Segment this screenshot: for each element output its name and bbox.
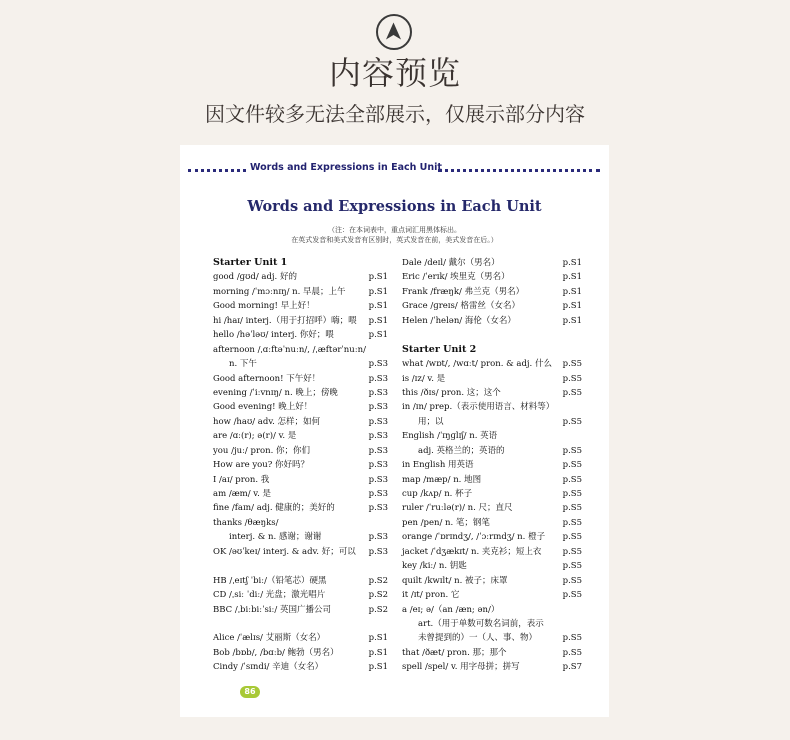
word-entry bbox=[402, 400, 582, 414]
word-entry bbox=[213, 444, 388, 458]
word-entry bbox=[402, 372, 582, 386]
word-entry-text: pen /pen/ n. 笔；钢笔 bbox=[402, 517, 490, 528]
word-entry-page-ref: p.S3 bbox=[368, 503, 388, 514]
word-entry bbox=[213, 660, 388, 674]
word-entry-text: that /ðæt/ pron. 那；那个 bbox=[402, 647, 507, 658]
word-entry-page-ref: p.S5 bbox=[562, 474, 582, 485]
word-entry-text: 未曾提到的）一（人、事、物） bbox=[418, 633, 538, 644]
word-entry bbox=[213, 299, 388, 313]
word-entry-text: CD /ˌsiː ˈdiː/ 光盘；激光唱片 bbox=[213, 590, 326, 601]
word-entry bbox=[213, 458, 388, 472]
word-entry-text: you /juː/ pron. 你；你们 bbox=[213, 445, 310, 456]
word-entry bbox=[213, 328, 388, 342]
word-entry bbox=[213, 501, 388, 515]
word-entry bbox=[402, 473, 582, 487]
word-entry-page-ref: p.S5 bbox=[562, 546, 582, 557]
word-entry-page-ref: p.S1 bbox=[368, 272, 388, 283]
word-entry-text: fine /faɪn/ adj. 健康的；美好的 bbox=[213, 503, 335, 514]
navigation-arrow-logo-icon bbox=[376, 14, 412, 50]
word-entry-page-ref: p.S5 bbox=[562, 590, 582, 601]
word-entry-page-ref: p.S3 bbox=[368, 474, 388, 485]
word-entry-text: Good morning! 早上好！ bbox=[213, 301, 315, 312]
word-entry-page-ref: p.S3 bbox=[368, 445, 388, 456]
word-entry bbox=[213, 487, 388, 501]
word-entry-text: how /haʊ/ adv. 怎样；如何 bbox=[213, 416, 321, 427]
word-entry-page-ref: p.S2 bbox=[368, 575, 388, 586]
word-entry-page-ref: p.S3 bbox=[368, 431, 388, 442]
word-entry bbox=[402, 631, 582, 645]
word-entry bbox=[213, 588, 388, 602]
word-entry bbox=[402, 617, 582, 631]
word-entry-page-ref: p.S3 bbox=[368, 489, 388, 499]
word-entry-text: Good evening! 晚上好！ bbox=[213, 402, 313, 413]
word-entry-page-ref: p.S5 bbox=[562, 575, 582, 586]
running-head-dots-right bbox=[438, 169, 600, 172]
word-entry-page-ref: p.S1 bbox=[368, 301, 388, 312]
word-entry-text: map /mæp/ n. 地图 bbox=[402, 474, 482, 485]
word-entry-text: evening /ˈiːvnɪŋ/ n. 晚上；傍晚 bbox=[213, 387, 338, 398]
word-entry-text: quilt /kwɪlt/ n. 被子；床罩 bbox=[402, 575, 508, 586]
word-entry-page-ref: p.S5 bbox=[562, 416, 582, 427]
word-entry bbox=[402, 660, 582, 674]
word-entry-text: are /ɑː(r); ə(r)/ v. 是 bbox=[213, 431, 297, 442]
word-entry-text: am /æm/ v. 是 bbox=[213, 489, 272, 499]
word-entry-text: Dale /deɪl/ 戴尔（男名） bbox=[402, 258, 500, 268]
row-spacer bbox=[213, 559, 388, 573]
word-entry bbox=[213, 285, 388, 299]
word-entry bbox=[402, 429, 582, 443]
word-entry-page-ref: p.S1 bbox=[368, 315, 388, 326]
word-entry-text: HB /ˌeɪtʃ ˈbiː/（铅笔芯）硬黑 bbox=[213, 575, 327, 586]
word-entry-text: this /ðɪs/ pron. 这；这个 bbox=[402, 387, 501, 398]
word-entry bbox=[213, 415, 388, 429]
word-entry bbox=[402, 588, 582, 602]
unit-heading bbox=[213, 256, 388, 270]
word-entry-text: good /ɡʊd/ adj. 好的 bbox=[213, 272, 297, 283]
word-entry-text: hi /haɪ/ interj.（用于打招呼）嗨；喂 bbox=[213, 315, 357, 326]
word-entry-page-ref: p.S3 bbox=[368, 402, 388, 413]
word-entry-text: How are you? 你好吗？ bbox=[213, 460, 310, 471]
word-entry-text: interj. & n. 感谢；谢谢 bbox=[229, 532, 322, 543]
left-word-column bbox=[213, 256, 388, 675]
word-entry-text: Good afternoon! 下午好！ bbox=[213, 373, 321, 384]
word-entry-page-ref: p.S3 bbox=[368, 387, 388, 398]
word-entry bbox=[213, 343, 388, 357]
word-entry-page-ref: p.S1 bbox=[368, 662, 388, 673]
word-entry-text: Frank /fræŋk/ 弗兰克（男名） bbox=[402, 286, 525, 297]
word-entry-page-ref: p.S3 bbox=[368, 532, 388, 543]
word-entry bbox=[402, 299, 582, 313]
section-title: 内容预览 bbox=[328, 54, 461, 92]
word-entry bbox=[213, 400, 388, 414]
word-entry-page-ref: p.S1 bbox=[562, 315, 582, 326]
word-entry-page-ref: p.S5 bbox=[562, 517, 582, 528]
word-entry-text: ruler /ˈruːlə(r)/ n. 尺；直尺 bbox=[402, 503, 513, 514]
word-entry-page-ref: p.S7 bbox=[562, 662, 582, 673]
word-entry bbox=[213, 386, 388, 400]
word-entry-page-ref: p.S1 bbox=[562, 258, 582, 268]
word-entry-page-ref: p.S1 bbox=[368, 647, 388, 658]
word-entry bbox=[402, 357, 582, 371]
word-entry bbox=[402, 559, 582, 573]
word-entry-page-ref: p.S1 bbox=[368, 633, 388, 644]
word-entry bbox=[213, 372, 388, 386]
running-head bbox=[180, 161, 609, 177]
page-note-line-2: 在英式发音和美式发音有区别时，英式发音在前，美式发音在后。） bbox=[291, 236, 498, 244]
word-entry bbox=[402, 516, 582, 530]
row-spacer bbox=[402, 328, 582, 342]
word-entry-text: adj. 英格兰的；英语的 bbox=[418, 445, 505, 456]
word-entry-text: Eric /ˈerɪk/ 埃里克（男名） bbox=[402, 272, 510, 283]
word-entry-page-ref: p.S3 bbox=[368, 373, 388, 384]
word-entry-page-ref: p.S1 bbox=[562, 301, 582, 312]
word-entry-text: orange /ˈɒrɪndʒ/, /ˈɔːrɪndʒ/ n. 橙子 bbox=[402, 532, 546, 543]
word-entry-page-ref: p.S1 bbox=[562, 286, 582, 297]
running-head-dots-left bbox=[188, 169, 246, 172]
word-entry-text: is /ɪz/ v. 是 bbox=[402, 373, 446, 384]
page-number-badge: 86 bbox=[240, 686, 260, 698]
word-entry-text: 用；以 bbox=[418, 416, 444, 427]
word-entry-page-ref: p.S2 bbox=[368, 604, 388, 615]
word-entry bbox=[213, 357, 388, 371]
word-entry bbox=[402, 256, 582, 270]
word-entry bbox=[402, 285, 582, 299]
word-entry-text: OK /əʊˈkeɪ/ interj. & adv. 好；可以 bbox=[213, 546, 356, 557]
word-entry-text: n. 下午 bbox=[229, 359, 257, 370]
word-entry bbox=[402, 458, 582, 472]
row-spacer bbox=[213, 617, 388, 631]
word-entry-page-ref: p.S3 bbox=[368, 416, 388, 427]
word-entry-text: a /eɪ; ə/（an /æn; ən/） bbox=[402, 604, 500, 615]
word-entry-page-ref: p.S5 bbox=[562, 373, 582, 384]
word-entry-text: it /ɪt/ pron. 它 bbox=[402, 590, 460, 601]
page-title: Words and Expressions in Each Unit bbox=[247, 198, 542, 215]
word-entry-text: what /wɒt/, /wɑːt/ pron. & adj. 什么 bbox=[402, 359, 552, 370]
word-entry-text: hello /həˈləʊ/ interj. 你好；喂 bbox=[213, 330, 334, 341]
word-entry-page-ref: p.S3 bbox=[368, 460, 388, 471]
word-entry-text: key /kiː/ n. 钥匙 bbox=[402, 561, 467, 572]
word-entry bbox=[213, 631, 388, 645]
word-entry bbox=[213, 603, 388, 617]
word-entry-page-ref: p.S5 bbox=[562, 633, 582, 644]
word-entry bbox=[213, 646, 388, 660]
word-entry-page-ref: p.S5 bbox=[562, 445, 582, 456]
word-entry-page-ref: p.S1 bbox=[368, 330, 388, 341]
word-entry-text: in English 用英语 bbox=[402, 460, 474, 471]
word-entry bbox=[402, 386, 582, 400]
section-subtitle: 因文件较多无法全部展示，仅展示部分内容 bbox=[205, 102, 585, 126]
word-entry-page-ref: p.S3 bbox=[368, 546, 388, 557]
word-entry-page-ref: p.S3 bbox=[368, 359, 388, 370]
word-entry-text: cup /kʌp/ n. 杯子 bbox=[402, 489, 473, 499]
word-entry-text: in /ɪn/ prep.（表示使用语言、材料等） bbox=[402, 402, 555, 413]
word-entry bbox=[402, 603, 582, 617]
word-entry-text: thanks /θæŋks/ bbox=[213, 517, 279, 528]
page-note-line-1: （注：在本词表中，重点词汇用黑体标出。 bbox=[328, 226, 461, 234]
word-entry-page-ref: p.S5 bbox=[562, 387, 582, 398]
word-entry bbox=[213, 429, 388, 443]
word-entry bbox=[402, 314, 582, 328]
book-page-preview bbox=[180, 145, 609, 717]
unit-heading bbox=[402, 343, 582, 357]
word-entry-text: English /ˈɪŋɡlɪʃ/ n. 英语 bbox=[402, 431, 498, 442]
word-entry-page-ref: p.S5 bbox=[562, 503, 582, 514]
word-entry-page-ref: p.S2 bbox=[368, 590, 388, 601]
word-entry bbox=[213, 516, 388, 530]
unit-heading-text: Starter Unit 2 bbox=[402, 343, 477, 355]
word-entry-page-ref: p.S5 bbox=[562, 532, 582, 543]
word-entry-text: Helen /ˈhelən/ 海伦（女名） bbox=[402, 315, 516, 326]
word-entry-text: Alice /ˈælɪs/ 艾丽斯（女名） bbox=[213, 633, 326, 644]
word-entry bbox=[213, 314, 388, 328]
word-entry-text: afternoon /ˌɑːftəˈnuːn/, /ˌæftərˈnuːn/ bbox=[213, 344, 366, 355]
word-entry bbox=[402, 530, 582, 544]
word-entry bbox=[402, 501, 582, 515]
word-entry bbox=[402, 270, 582, 284]
word-entry-text: jacket /ˈdʒækɪt/ n. 夹克衫；短上衣 bbox=[402, 546, 542, 557]
word-entry bbox=[402, 646, 582, 660]
word-entry-page-ref: p.S1 bbox=[368, 286, 388, 297]
running-head-text: Words and Expressions in Each Unit bbox=[250, 162, 442, 173]
word-entry bbox=[402, 574, 582, 588]
word-entry bbox=[402, 415, 582, 429]
word-entry-text: Cindy /ˈsɪndi/ 辛迪（女名） bbox=[213, 662, 324, 673]
right-word-column bbox=[402, 256, 582, 675]
word-entry bbox=[402, 444, 582, 458]
word-entry bbox=[213, 545, 388, 559]
word-entry bbox=[213, 270, 388, 284]
word-entry-text: morning /ˈmɔːnɪŋ/ n. 早晨；上午 bbox=[213, 286, 346, 297]
word-entry bbox=[402, 487, 582, 501]
word-entry-page-ref: p.S1 bbox=[562, 272, 582, 283]
word-entry-text: Grace /ɡreɪs/ 格雷丝（女名） bbox=[402, 301, 520, 312]
word-entry-page-ref: p.S5 bbox=[562, 489, 582, 499]
word-entry bbox=[213, 530, 388, 544]
word-entry-text: BBC /ˌbiːbiːˈsiː/ 英国广播公司 bbox=[213, 604, 331, 615]
word-entry bbox=[213, 473, 388, 487]
word-entry bbox=[402, 545, 582, 559]
unit-heading-text: Starter Unit 1 bbox=[213, 257, 288, 268]
word-entry-page-ref: p.S5 bbox=[562, 647, 582, 658]
word-entry-text: I /aɪ/ pron. 我 bbox=[213, 474, 270, 485]
word-entry-page-ref: p.S5 bbox=[562, 460, 582, 471]
word-entry-page-ref: p.S5 bbox=[562, 359, 582, 370]
word-entry bbox=[213, 574, 388, 588]
word-entry-text: Bob /bɒb/, /bɑːb/ 鲍勃（男名） bbox=[213, 647, 339, 658]
word-entry-text: spell /spel/ v. 用字母拼；拼写 bbox=[402, 662, 520, 673]
word-entry-page-ref: p.S5 bbox=[562, 561, 582, 572]
word-entry-text: art.（用于单数可数名词前，表示 bbox=[418, 618, 544, 629]
